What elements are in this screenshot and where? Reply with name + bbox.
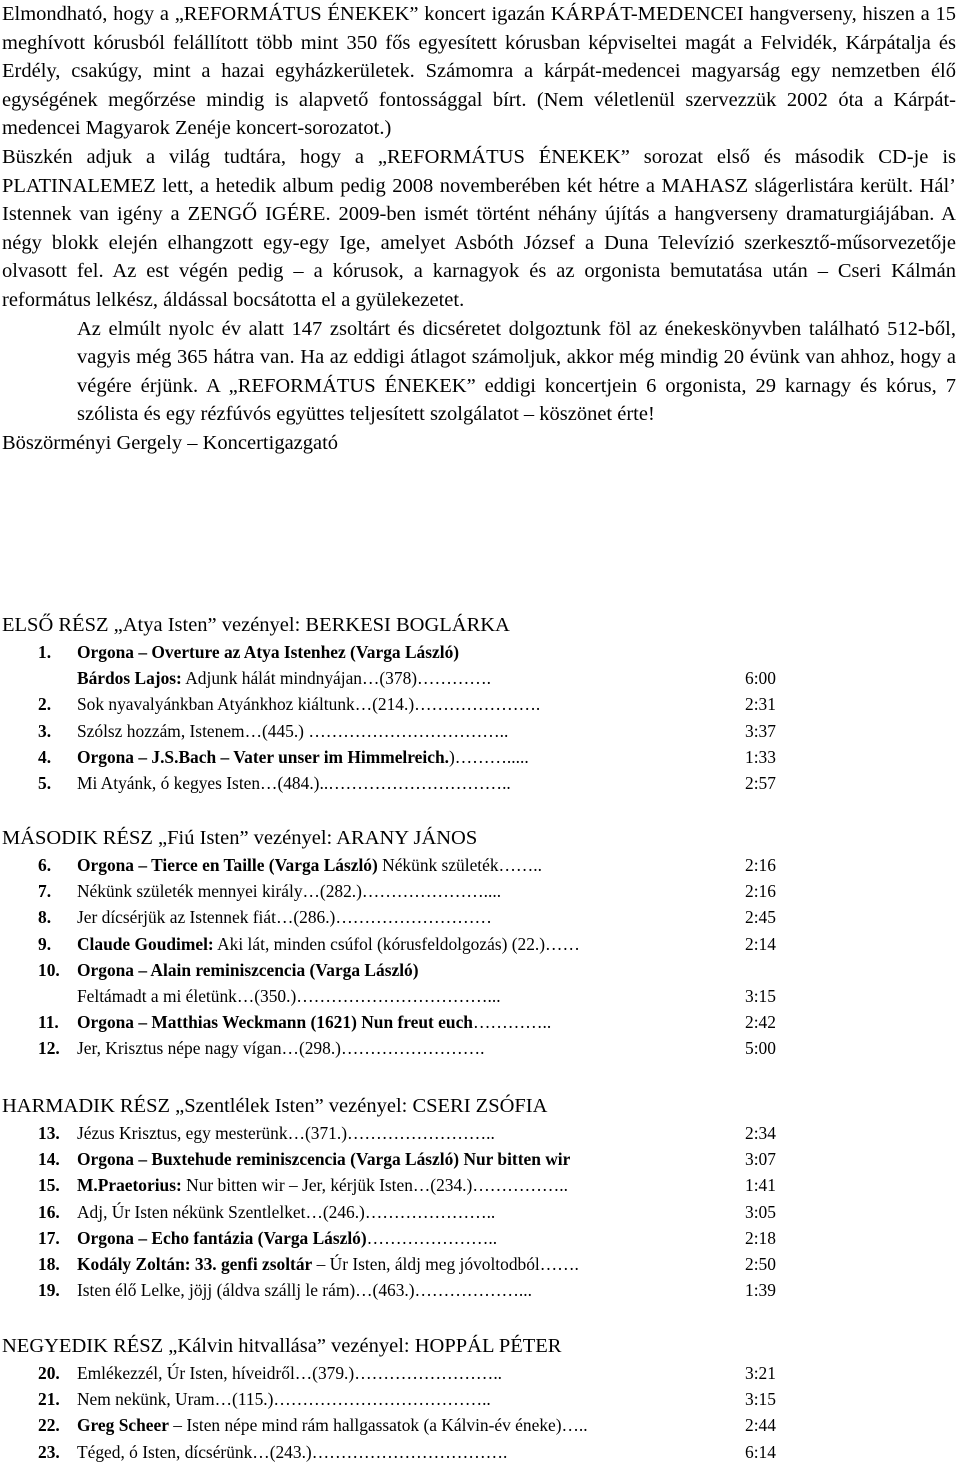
track-title-text: Szólsz hozzám, Istenem…(445.) …………………………….. [77, 720, 509, 741]
track-title [77, 1225, 497, 1251]
track-title [77, 1360, 502, 1386]
track-row [0, 1009, 960, 1035]
track-title [77, 1439, 507, 1465]
track-duration: 2:18 [745, 1227, 776, 1248]
track-title-text: Jer, Krisztus népe nagy vígan…(298.)……………………. [77, 1038, 485, 1059]
intro-text [0, 0, 956, 458]
track-number: 8. [38, 907, 52, 928]
track-title-text: Nékünk születék mennyei király…(282.)………………….... [77, 881, 502, 902]
track-duration: 2:42 [745, 1012, 776, 1033]
track-row [0, 1225, 960, 1251]
track-list [0, 1360, 960, 1465]
track-title-bold: Orgona – Alain reminiszcencia (Varga László) [77, 959, 419, 980]
track-title-text: Adjunk hálát mindnyájan…(378)…………. [181, 668, 491, 689]
track-title [77, 931, 580, 957]
track-title-bold: Orgona – J.S.Bach – Vater unser im Himmelreich. [77, 746, 449, 767]
track-number: 21. [38, 1389, 60, 1410]
track-row [0, 1146, 960, 1172]
intro-paragraph-1: Elmondható, hogy a „REFORMÁTUS ÉNEKEK” koncert igazán KÁRPÁT-MEDENCEI hangverseny, hiszen a 15 meghívott kórusból felállított több mint 350 fős egyesített kórusban képviseltei magát a Felvidék, Kárpátalja és Erdély, csakúgy, mint a hazai egyházkerületek. Számomra a kárpát-medencei magyarság egy nemzetben élő egységének megőrzése mindig is alapvető fontossággal bírt. (Nem véletlenül szervezzük 2002 óta a Kárpát-medencei Magyarok Zenéje koncert-sorozatot.) [2, 3, 956, 140]
track-title-text: Feltámadt a mi életünk…(350.)……………………………... [77, 985, 501, 1006]
track-number: 1. [38, 642, 52, 662]
track-title [77, 1277, 532, 1303]
track-title [77, 1120, 495, 1146]
track-row [0, 665, 960, 691]
track-number: 4. [38, 746, 52, 767]
track-number: 13. [38, 1123, 60, 1143]
track-duration: 2:45 [745, 907, 776, 928]
track-duration: 2:34 [745, 1123, 776, 1143]
track-duration: 2:44 [745, 1415, 776, 1436]
track-title-bold: Claude Goudimel: [77, 933, 214, 954]
track-row [0, 1199, 960, 1225]
track-duration: 5:00 [745, 1038, 776, 1059]
track-row [0, 1172, 960, 1198]
section-4 [0, 1332, 960, 1465]
track-title [77, 1009, 551, 1035]
track-title [77, 665, 491, 691]
track-title-text: Isten élő Lelke, jöjj (áldva szállj le rám)…(463.)………………... [77, 1280, 532, 1301]
track-title [77, 1146, 570, 1172]
track-title-text: Téged, ó Isten, dícsérünk…(243.)……………………………. [77, 1441, 508, 1462]
track-title [77, 1251, 579, 1277]
track-title [77, 1172, 568, 1198]
track-number: 9. [38, 933, 52, 954]
track-list [0, 639, 960, 796]
track-row [0, 1251, 960, 1277]
track-duration: 2:50 [745, 1253, 776, 1274]
track-list [0, 1120, 960, 1303]
track-duration: 2:31 [745, 694, 776, 715]
track-duration: 3:07 [745, 1149, 776, 1170]
track-number: 17. [38, 1227, 60, 1248]
track-duration: 2:16 [745, 855, 776, 875]
track-title-text: Adj, Úr Isten nékünk Szentlelket…(246.)………………….. [77, 1201, 496, 1222]
track-row [0, 931, 960, 957]
track-number: 23. [38, 1441, 60, 1462]
track-title-text: ………….. [472, 1012, 552, 1033]
track-duration: 2:16 [745, 881, 776, 902]
track-title-text: Nur bitten wir – Jer, kérjük Isten…(234.)…………….. [181, 1175, 568, 1196]
track-title [77, 639, 459, 665]
track-title-text: – Úr Isten, áldj meg jóvoltodból……. [312, 1253, 579, 1274]
section-2 [0, 824, 960, 1062]
track-title [77, 718, 508, 744]
track-title-bold: Bárdos Lajos: [77, 668, 182, 689]
track-title-text: Emlékezzél, Úr Isten, híveidről…(379.)…………………….. [77, 1363, 503, 1383]
track-title [77, 878, 501, 904]
track-row [0, 957, 960, 983]
track-duration: 6:14 [745, 1441, 776, 1462]
track-row [0, 1035, 960, 1061]
section-1 [0, 611, 960, 796]
track-title-text: Aki lát, minden csúfol (kórusfeldolgozás) (22.)…… [213, 933, 580, 954]
track-row [0, 1386, 960, 1412]
track-number: 3. [38, 720, 52, 741]
track-title [77, 904, 492, 930]
track-row [0, 904, 960, 930]
track-number: 12. [38, 1038, 60, 1059]
track-title-text: Jer dícsérjük az Istennek fiát…(286.)……………………… [77, 907, 492, 928]
track-title-bold: Greg Scheer [77, 1415, 169, 1436]
track-title [77, 983, 501, 1009]
track-row [0, 718, 960, 744]
track-title-text: Nem nekünk, Uram…(115.)……………………………….. [77, 1389, 491, 1410]
track-title-text: Nékünk születék…….. [377, 855, 543, 875]
track-title-bold: Kodály Zoltán: 33. genfi zsoltár [77, 1253, 313, 1274]
track-title-text: )………..... [448, 746, 529, 767]
track-row [0, 983, 960, 1009]
track-duration: 6:00 [745, 668, 776, 689]
track-duration: 3:37 [745, 720, 776, 741]
track-title [77, 744, 529, 770]
track-title [77, 770, 511, 796]
track-number: 10. [38, 959, 60, 980]
track-title-text: Mi Atyánk, ó kegyes Isten…(484.)..………………………….. [77, 772, 511, 793]
track-number: 18. [38, 1253, 60, 1274]
track-number: 2. [38, 694, 52, 715]
track-title [77, 957, 419, 983]
intro-paragraph-3: Az elmúlt nyolc év alatt 147 zsoltárt és dicséretet dolgoztunk föl az énekeskönyvben található 512-ből, vagyis még 365 hátra van. Ha az eddigi átlagot számoljuk, akkor még mindig 20 évünk van ahhoz, hogy a végére érjünk. A „REFORMÁTUS ÉNEKEK” eddigi koncertjein 6 orgonista, 29 karnagy és kórus, 7 szólista és egy rézfúvós együttes teljesített szolgálatot – köszönet érte! [77, 317, 956, 426]
track-number: 5. [38, 772, 52, 793]
track-title-bold: Orgona – Tierce en Taille (Varga László) [77, 855, 378, 875]
track-row [0, 1120, 960, 1146]
track-number: 7. [38, 881, 52, 902]
track-duration: 1:39 [745, 1280, 776, 1301]
track-number: 22. [38, 1415, 60, 1436]
track-duration: 1:33 [745, 746, 776, 767]
track-duration: 2:14 [745, 933, 776, 954]
track-title-bold: Orgona – Echo fantázia (Varga László) [77, 1227, 367, 1248]
section-3 [0, 1092, 960, 1303]
track-row [0, 770, 960, 796]
track-title-bold: Orgona – Buxtehude reminiszcencia (Varga László) Nur bitten wir [77, 1149, 571, 1170]
track-row [0, 1439, 960, 1465]
track-title [77, 1199, 495, 1225]
section-heading: ELSŐ RÉSZ „Atya Isten” vezényel: BERKESI BOGLÁRKA [2, 614, 510, 636]
section-heading: MÁSODIK RÉSZ „Fiú Isten” vezényel: ARANY JÁNOS [2, 827, 478, 849]
section-heading: HARMADIK RÉSZ „Szentlélek Isten” vezényel: CSERI ZSÓFIA [2, 1095, 548, 1117]
intro-paragraph-2: Büszkén adjuk a világ tudtára, hogy a „REFORMÁTUS ÉNEKEK” sorozat első és második CD-je is PLATINALEMEZ lett, a hetedik album pedig 2008 novemberében két hétre a MAHASZ slágerlistára került. Hál’ Istennek van igény a ZENGŐ IGÉRE. 2009-ben ismét történt néhány újítás a hangverseny dramaturgiájában. A négy blokk elején elhangzott egy-egy Ige, amelyet Asbóth József a Duna Televízió szerkesztő-műsorvezetője olvasott fel. Az est végén pedig – a kórusok, a karnagyok és az orgonista bemutatása után – Cseri Kálmán református lelkész, áldással bocsátotta el a gyülekezetet. [2, 145, 956, 311]
track-list [0, 852, 960, 1062]
track-number: 6. [38, 855, 52, 875]
track-duration: 2:57 [745, 772, 776, 793]
track-title [77, 691, 540, 717]
track-title-bold: Orgona – Matthias Weckmann (1621) Nun freut euch [77, 1012, 473, 1033]
track-row [0, 852, 960, 878]
track-title-bold: M.Praetorius: [77, 1175, 182, 1196]
signature: Böszörményi Gergely – Koncertigazgató [2, 431, 339, 454]
track-title-text: ………………….. [366, 1227, 498, 1248]
track-duration: 1:41 [745, 1175, 776, 1196]
track-duration: 3:15 [745, 1389, 776, 1410]
track-row [0, 744, 960, 770]
track-number: 16. [38, 1201, 60, 1222]
track-title-text: Sok nyavalyánkban Atyánkhoz kiáltunk…(214.)…………………. [77, 694, 541, 715]
track-number: 14. [38, 1149, 60, 1170]
track-row [0, 691, 960, 717]
track-row [0, 1360, 960, 1386]
track-number: 11. [38, 1012, 59, 1033]
track-row [0, 639, 960, 665]
track-title-text: Jézus Krisztus, egy mesterünk…(371.)…………………….. [77, 1123, 495, 1143]
track-title [77, 1412, 588, 1438]
track-title-text: – Isten népe mind rám hallgassatok (a Kálvin-év éneke)….. [168, 1415, 588, 1436]
track-number: 20. [38, 1363, 60, 1383]
track-title [77, 1035, 484, 1061]
track-title [77, 852, 542, 878]
track-number: 19. [38, 1280, 60, 1301]
track-title-bold: Orgona – Overture az Atya Istenhez (Varga László) [77, 642, 460, 662]
track-row [0, 878, 960, 904]
track-row [0, 1412, 960, 1438]
track-duration: 3:21 [745, 1363, 776, 1383]
track-title [77, 1386, 491, 1412]
track-duration: 3:15 [745, 985, 776, 1006]
track-duration: 3:05 [745, 1201, 776, 1222]
track-number: 15. [38, 1175, 60, 1196]
track-row [0, 1277, 960, 1303]
section-heading: NEGYEDIK RÉSZ „Kálvin hitvallása” vezényel: HOPPÁL PÉTER [2, 1335, 562, 1357]
